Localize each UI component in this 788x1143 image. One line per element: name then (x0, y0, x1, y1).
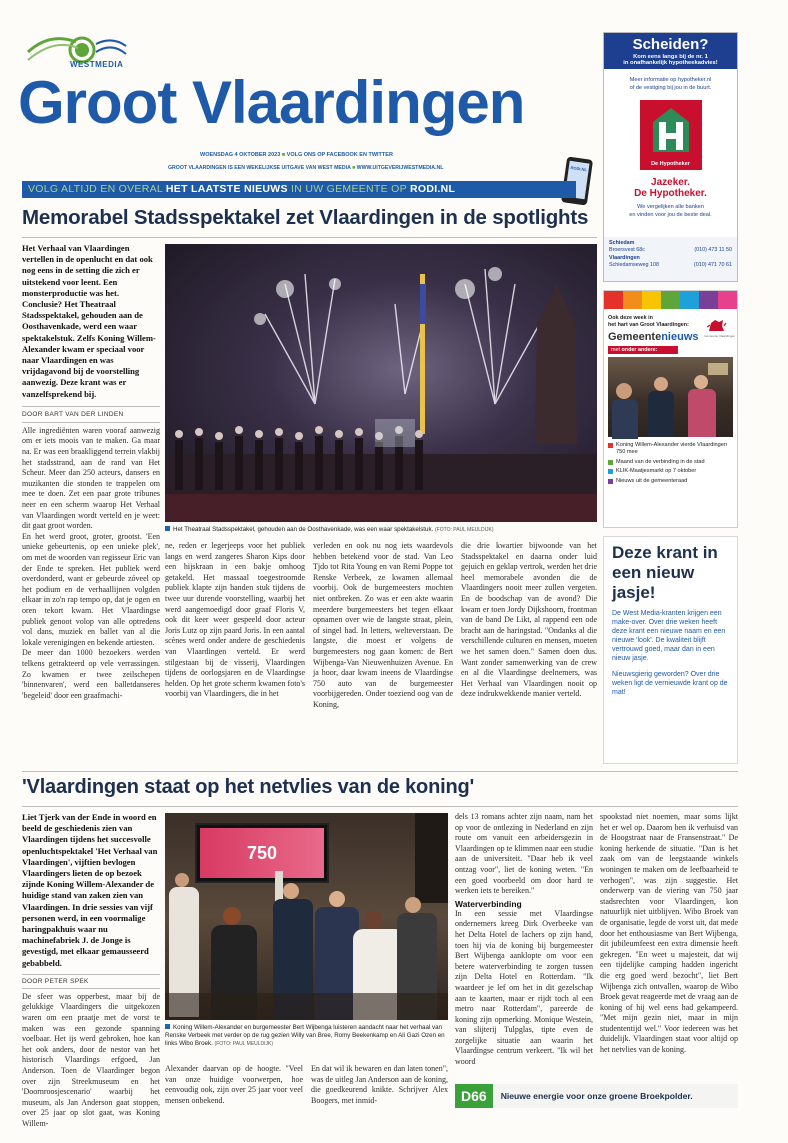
article1-paragraph: Alle ingrediënten waren vooraf aanwezig om er iets moois van te maken. Ga maar na. Er was een braakliggend terrein vlakbij het stadsstrand, aan de rand van Het Scheur. Meer dan 250 acteurs, dansers en muzikanten die stonden te trappelen om mee te doen. Zet een paar grote tribunes neer en een scherm waarop Het Verhaal van Vlaardingen wordt verteld en je weet: dit gaat groot worden. (22, 425, 160, 531)
article2-headline[interactable]: 'Vlaardingen staat op het netvlies van de koning' (22, 776, 475, 798)
gemeente-title-2: nieuws (661, 331, 699, 343)
article1-headline[interactable]: Memorabel Stadsspektakel zet Vlaardingen in de spotlights (22, 206, 589, 229)
ad-title: Scheiden? (632, 36, 709, 53)
hypotheker-logo (640, 100, 702, 170)
loc2-phone[interactable]: (010) 471 70 61 (693, 261, 732, 268)
article1-paragraph: die drie kwartier bijwoonde van het Stadsspektakel en daarna onder luid gejuich en geklap vertrok, werden het drie heel memorabele avonden die de Vlaardingers nooit meer zullen vergeten. En de boodschap van de avond? Die kwam er toen Jordy Dijkshoorn, frontman van de band De Likt, al rappend een ode bracht aan de haringstad. "Ondanks al die verschillende culturen en mensen, moeten we het samen doen." Samen doen dus. Want zonder samenwerking van de crew en al die Vlaardingse deelnemers, was Het Verhaal van Vlaardingen nooit op deze indrukwekkende manier verteld. (461, 541, 597, 699)
article1-paragraph: En het werd groot, groter, grootst. 'Een unieke gebeurtenis, op een unieke plek', om met de woorden van regisseur Eric van der Ende te spreken. Het publiek werd overdonderd, want er gebeurde zóveel op het podium en de verhaallijnen volgden elkaar in zo'n rap tempo op, dat je ogen en oren tekort kwam. Het Vlaardingse publiek genoot volop van alle optredens vol dans, muziek en ballet van al die lokale verenigingen en bekende artiesten. (22, 531, 160, 647)
d66-ad[interactable] (455, 1084, 738, 1108)
tv-logo-text: 750 (246, 842, 278, 863)
d66-slogan: Nieuwe energie voor onze groene Broekpolder. (500, 1091, 693, 1101)
masthead (18, 28, 598, 206)
notice-paragraph: De West Media-kranten krijgen een make-over. Over drie weken heeft deze krant een nieuwe naam en een nieuwe 'look'. De kwaliteit blijft vertrouwd goed, maar dan in een nieuw jasje. (612, 610, 726, 662)
headline-rule (22, 237, 597, 238)
ad-header (604, 33, 737, 69)
d66-badge: D66 (455, 1084, 493, 1108)
tv-screen (195, 823, 329, 883)
gemeente-title-1: Gemeente (608, 331, 662, 343)
ad-compare-1: We vergelijken alle banken (637, 204, 704, 210)
ad-info-1: Meer informatie op hypotheker.nl (629, 77, 712, 83)
article1-paragraph: ne, reden er legerjeeps voor het publiek langs en werd zangeres Sharon Kips door een hijskraan in een bakje omhoog getakeld. Het massaal toegestroomde publiek klapte zijn handen stuk tijdens de twee uur durende voorstelling, waarbij het werd aangemoedigd door graaf Floris V, ook dit keer weer gespeeld door acteur Joris Lutz op zijn paard Joris. In een aantal scènes werd onder andere de geschiedenis van Vlaardingen verteld. Er werd stilgestaan bij de visserij, Vlaardingen tijdens de oorlogsjaren en de Vlaardingse helden. Op het grote scherm kwamen foto's voorbij van Vlaardingers, die in het (165, 541, 305, 699)
article2-paragraph: spookstad niet noemen, maar soms lijkt het er wel op. Daarom ben ik verhuisd van de Hoogstraat naar de Fransenstraat." De koning herkende de situatie. "Dan is het zaak om van de leegstaande winkels woningen te maken om de leefbaarheid te verhogen", was zijn suggestie. Het onderwerp van de viering van 750 jaar stadsrechten voor Vlaardingen, kon natuurlijk niet uitblijven. Wibo Broek van de organisatie, legde de vorst uit, dat mede door het enthousiasme van Bert Wijbenga, dit jubileumfeest een extra dimensie heeft gekregen. "En weet u majesteit, dat wij een tijdelijke camping hadden ingericht die erg goed werd bezocht", liet Bert Wijbenga zich ontvallen, waarop de Wibo Broek gevat reageerde met de vraag aan de koning of hij wel eens had gekampeerd. "Met mijn gezin niet, maar in mijn studententijd wel." Voor iedereen was het duidelijk. Vlaardingen staat voor altijd op het netvlies van de koning. (600, 812, 738, 1055)
article2-paragraph: In een sessie met Vlaardingse ondernemers kreeg Dirk Overbeeke van het Delta Hotel de lachers op zijn hand, toen hij via de koning bij burgemeester Bert Wijbenga aanklopte om voor een betere waterverbinding te zorgen tussen zijn Delta Hotel en Rotterdam. "Ik waardeer je lef om het in dit gezelschap aan te kaarten, maar er rijdt toch al een metro naar Rotterdam", pareerde de koning zijn opmerking. Monique Westein, van slijterij Tulpglas, tipte even de zorgelijke situatie aan waarin het Vlaardingse centrum verkeert. "Ik wil het woord (455, 908, 593, 1067)
article1-photo (165, 244, 597, 522)
tagline-line: GROOT VLAARDINGEN IS EEN WEKELIJKSE UITGAVE VAN WEST MEDIA ■ WWW.UITGEVERIJWESTMEDIA.NL (168, 165, 444, 171)
article2-photo-credit: (FOTO: PAUL MEULDIJK) (214, 1041, 274, 1047)
loc2-street: Schiedamseweg 108 (609, 261, 660, 268)
notice-paragraph: Nieuwsgierig geworden? Over drie weken ligt de vernieuwde krant op de mat! (612, 671, 728, 696)
article2-subheading: Waterverbinding (455, 898, 522, 909)
ad-subtitle-1: Kom eens langs bij de nr. 1 (633, 54, 708, 60)
article1-col-3 (313, 541, 453, 765)
article1-caption (165, 526, 597, 534)
article2-lead-col (22, 812, 160, 1128)
tagline: GROOT VLAARDINGEN IS EEN WEKELIJKSE UITGAVE VAN WEST MEDIA (168, 165, 351, 171)
article2-paragraph: De sfeer was opperbest, maar bij de gelukkige Vlaardingers die uitgekozen waren om een praatje met de vorst te maken was een gezonde spanning voelbaar. Het ijs werd gebroken, hoe kan het ook anders, door de nestor van het historisch Vlaardings erfgoed, Jan Anderson. Toen de Vlaardinger begon over zijn Streekmuseum en het 'Doornroosjescenario' waarbij het museum, als Jan Anderson gaat stoppen, over 25 jaar op slot gaat, was Koning Willem- (22, 991, 160, 1128)
gemeente-intro-2: het hart van Groot Vlaardingen: (608, 322, 689, 328)
ad-slogan-1: Jazeker. (651, 177, 690, 188)
gemeente-intro-1: Ook deze week in (608, 315, 653, 321)
loc1-city: Schiedam (609, 240, 635, 246)
article1-col-2 (165, 541, 305, 765)
fireworks-image (165, 244, 597, 522)
subbar-label-2: onder andere: (621, 347, 658, 353)
phone-badge: RODI.NL (570, 164, 588, 173)
article2-col-2 (165, 1064, 303, 1108)
article1-paragraph: verleden en ook nu nog iets waardevols hebben betekend voor de stad. Van Leo Tjdo tot Rita Young en van Remi Poppe tot Renske Verbeek, ze kwamen allemaal voorbij. Ook de burgemeesters mochten niet ontbreken. Zo was er een akte waarin meerdere burgemeesters het tegen elkaar opnamen over wie de langste straat, plein, of singel had. In letters, welteverstaan. De langste, die moest er volgens de burgemeesters nog gaan komen: de Bert Wijbenga-Van Nieuwenhuizen Avenue. En ja hoor, daar kwam ineens de Vlaardingse 750 auto van de burgemeester voorbijgereden. Onder toeziend oog van de Koning, (313, 541, 453, 709)
article2-paragraph: En dat wil ik bewaren en dan laten tonen", was de uitleg Jan Anderson aan de koning, die goedkeurend knikte. Schrijver Alex Boogers, met inmid- (311, 1064, 448, 1105)
gemeente-photo (608, 357, 733, 437)
banner-text-1: VOLG ALTIJD EN OVERAL (28, 183, 163, 195)
ad-info-2: of de vestiging bij jou in de buurt. (629, 84, 712, 91)
date-line: WOENSDAG 4 OKTOBER 2023 ■ VOLG ONS OP FACEBOOK EN TWITTER (200, 152, 393, 158)
article1-lead-col (22, 243, 160, 763)
subbar-label-1: met (611, 347, 620, 353)
ad-slogan-2: De Hypotheker. (634, 188, 707, 199)
article1-photo-credit: (FOTO: PAUL MEULDIJK) (435, 527, 494, 533)
ad-locations (604, 237, 737, 281)
color-strip (604, 291, 737, 309)
newspaper-title: Groot Vlaardingen (18, 69, 525, 136)
social-line: VOLG ONS OP FACEBOOK EN TWITTER (286, 152, 393, 158)
gemeente-crest-label: Gemeente Vlaardingen (704, 334, 735, 338)
loc1-phone[interactable]: (010) 473 11 50 (694, 246, 732, 253)
article2-caption (165, 1024, 448, 1048)
section-divider (22, 771, 738, 772)
gemeente-item[interactable]: Nieuws uit de gemeenteraad (608, 478, 733, 485)
article2-col-3 (311, 1064, 448, 1108)
logo-text: De Hypotheker (651, 161, 690, 167)
gemeente-item[interactable]: KLIK-Maatjesmarkt op 7 oktober (608, 468, 733, 475)
article1-paragraph: De meer dan 1000 bezoekers werden telkens getrakteerd op vele verrassingen. Zo kwamen er twee zeilschepen 'binnenvaren', werd een balletdanseres 'begeleid' door een graafmachi- (22, 648, 160, 700)
loc1-street: Broersvest 68c (609, 246, 645, 253)
article2-byline: DOOR PETER SPEK (22, 977, 89, 985)
article2-photo (165, 813, 448, 1020)
loc2-city: Vlaardingen (609, 255, 640, 262)
rodi-banner[interactable] (22, 181, 576, 198)
article1-byline: DOOR BART VAN DER LINDEN (22, 410, 124, 418)
gemeente-item[interactable]: Maand van de verbinding in de stad (608, 459, 733, 466)
edition-date: WOENSDAG 4 OKTOBER 2023 (200, 152, 281, 158)
gemeente-item[interactable]: Koning Willem-Alexander vierde Vlaardingen 750 mee (608, 442, 733, 457)
new-look-notice (603, 536, 738, 764)
ad-subtitle-2: in onafhankelijk hypotheekadvies! (623, 60, 718, 66)
brand-name: WESTMEDIA (70, 60, 124, 69)
notice-title: Deze krant in een nieuw jasje! (612, 543, 718, 602)
article1-col-4 (461, 541, 597, 765)
article2-paragraph: Alexander daarvan op de hoogte. "Veel van onze huidige voorwerpen, hoe eenvoudig ook, zijn over 25 jaar voor veel mensen onbekend. (165, 1064, 303, 1105)
article1-lead: Het Verhaal van Vlaardingen vertellen in de openlucht en dat ook nog eens in de setting die zich er uitstekend voor leent. Een monsterproductie was het. Conclusie? Het Theatraal Stadsspektakel, gehouden aan de Oosthavenkade, werd een waar spektakelstuk. Zelfs Koning Willem-Alexander kwam er speciaal voor naar Vlaardingen en was vrijdagavond bij de voorstelling aanwezig. Deze krant was er vanzelfsprekend bij. (22, 243, 156, 399)
article2-paragraph: dels 13 romans achter zijn naam, nam het op voor de ontlezing in Nederland en zijn route om vanuit een arbeidersgezin in Vlaardingen op te klimmen naar een studie aan de universiteit. "Daar heb ik veel ontzag voor", liet de koning weten. "En een goed voorbeeld om door hard te werken iets te bereiken." (455, 812, 593, 896)
article2-lead: Liet Tjerk van der Ende in woord en beeld de geschiedenis zien van Vlaardingen tijdens het succesvolle openluchtspektakel 'Het Verhaal van Vlaardingen', vijftien bevlogen Vlaardingers lieten de op bezoek zijnde Koning Willem-Alexander de huidige stand van zaken zien van Vlaardingen. In drie sessies van vijf personen werd, in een voormalige haringpakhuis waar nu machinefabriek J. de Jonge is gevestigd, met elkaar gemausseerd gebabbeld. (22, 812, 158, 968)
banner-text-2: HET LAATSTE NIEUWS (165, 183, 288, 195)
website-link[interactable]: WWW.UITGEVERIJWESTMEDIA.NL (356, 165, 444, 171)
house-h-icon (649, 104, 693, 154)
article2-col-5 (600, 812, 738, 1080)
article2-col-4 (455, 812, 593, 1108)
caption-marker-icon (165, 526, 170, 531)
gemeentenieuws-box[interactable] (603, 290, 738, 528)
lion-crest-icon (705, 317, 727, 333)
caption-marker-icon (165, 1024, 170, 1029)
gemeente-subbar (608, 346, 678, 354)
hypotheker-ad[interactable] (603, 32, 738, 282)
article2-caption-text: Koning Willem-Alexander en burgemeester Bert Wijbenga luisteren aandacht naar het verhaal van Renske Verbeek met verder op de rug gezien Willy van Bree, Romy Beekenkamp en Ali Gazi Ozen en links Wibo Broek. (165, 1024, 445, 1047)
article1-caption-text: Het Theatraal Stadsspektakel, gehouden aan de Oosthavenkade, was een waar spektakelstuk. (173, 526, 434, 533)
ad-compare-2: en vinden voor jou de beste deal. (629, 211, 712, 218)
banner-text-4: RODI.NL (409, 183, 456, 195)
banner-text-3: IN UW GEMEENTE OP (291, 183, 407, 195)
gemeente-item-list (604, 437, 737, 485)
